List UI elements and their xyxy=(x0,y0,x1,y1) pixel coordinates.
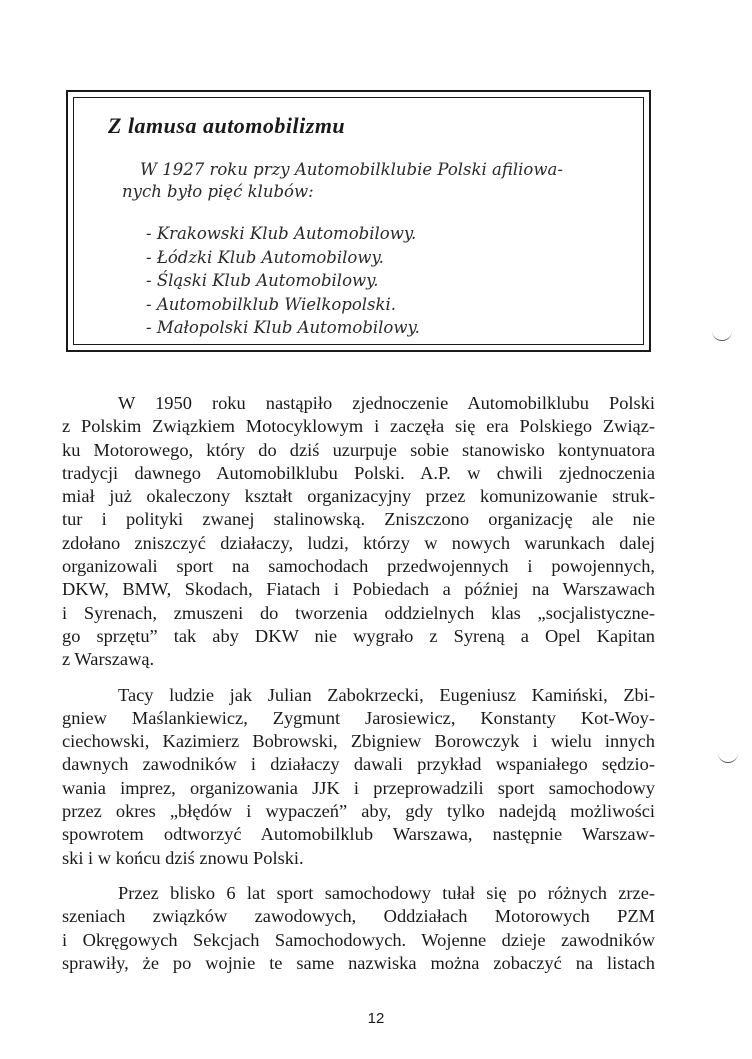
paragraph xyxy=(62,684,655,870)
paragraph-line: i Okręgowych Sekcjach Samochodowych. Wojenne dzieje zawodników xyxy=(62,929,655,950)
sidebar-box-intro-line: nych było pięć klubów: xyxy=(122,182,314,201)
sidebar-box-title: Z lamusa automobilizmu xyxy=(108,113,346,138)
paragraph-line: W 1950 roku nastąpiło zjednoczenie Automobilklubu Polski xyxy=(118,393,655,413)
paragraph-line: Tacy ludzie jak Julian Zabokrzecki, Eugeniusz Kamiński, Zbi- xyxy=(118,684,655,705)
paragraph-line: ku Motorowego, który do dziś uzurpuje sobie stanowisko kontynuatora xyxy=(62,439,655,460)
club-list xyxy=(146,222,420,340)
paragraph-line: Przez blisko 6 lat sport samochodowy tułał się po różnych zrze- xyxy=(118,882,655,903)
club-list-item: - Małopolski Klub Automobilowy. xyxy=(146,318,420,337)
paragraph-line: dawnych zawodników i działaczy dawali przykład wspaniałego sędzio- xyxy=(62,754,655,775)
paragraph-line: ski i w końcu dziś znowu Polski. xyxy=(62,847,304,868)
article-body xyxy=(62,392,655,975)
sidebar-box-inner-frame xyxy=(73,97,644,345)
sidebar-box xyxy=(66,90,651,352)
paragraph-line: przez okres „błędów i wypaczeń” aby, gdy tylko nadejdą możliwości xyxy=(62,801,655,822)
paragraph-line: tradycji dawnego Automobilklubu Polski. A.P. w chwili zjednoczenia xyxy=(62,462,655,483)
paragraph-line: organizowali sport na samochodach przedwojennych i powojennych, xyxy=(62,556,655,577)
paragraph-line: go sprzętu” tak aby DKW nie wygrało z Syreną a Opel Kapitan xyxy=(62,625,655,646)
paragraph-line: i Syrenach, zmuszeni do tworzenia oddzielnych klas „socjalistyczne- xyxy=(62,602,655,623)
club-list-item: - Krakowski Klub Automobilowy. xyxy=(146,224,417,243)
paragraph-line: ciechowski, Kazimierz Bobrowski, Zbigniew Borowczyk i wielu innych xyxy=(62,731,655,752)
paragraph-line: sprawiły, że po wojnie te same nazwiska można zobaczyć na listach xyxy=(62,952,655,973)
sidebar-box-intro-line: W 1927 roku przy Automobilklubie Polski afiliowa- xyxy=(140,160,563,179)
paragraph-line: tur i polityki zwanej stalinowską. Zniszczono organizację ale nie xyxy=(62,509,655,530)
club-list-item: - Automobilklub Wielkopolski. xyxy=(146,294,397,314)
paragraph-line: z Warszawą. xyxy=(62,649,155,670)
paragraph-line: z Polskim Związkiem Motocyklowym i zaczęła się era Polskiego Związ- xyxy=(62,416,655,437)
paragraph-line: gniew Maślankiewicz, Zygmunt Jarosiewicz, Konstanty Kot-Woy- xyxy=(62,707,655,728)
paragraph-line: miał już okaleczony kształt organizacyjny przez komunizowanie struk- xyxy=(62,486,655,507)
paragraph-line: zdołano zniszczyć działaczy, ludzi, którzy w nowych warunkach dalej xyxy=(62,532,655,553)
paragraph xyxy=(62,882,655,975)
paragraph-line: spowrotem odtworzyć Automobilklub Warszawa, następnie Warszaw- xyxy=(62,824,655,845)
margin-mark xyxy=(712,330,732,341)
club-list-item: - Śląski Klub Automobilowy. xyxy=(146,271,379,290)
paragraph-line: wania imprez, organizowania JJK i przeprowadzili sport samochodowy xyxy=(62,777,655,798)
paragraph-line: szeniach związków zawodowych, Oddziałach Motorowych PZM xyxy=(62,906,655,927)
page-number: 12 xyxy=(367,1010,385,1027)
paragraph-line: DKW, BMW, Skodach, Fiatach i Pobiedach a później na Warszawach xyxy=(62,579,655,600)
sidebar-box-intro xyxy=(122,159,592,203)
paragraph xyxy=(62,392,655,672)
margin-mark xyxy=(718,752,738,763)
club-list-item: - Łódzki Klub Automobilowy. xyxy=(146,247,384,267)
